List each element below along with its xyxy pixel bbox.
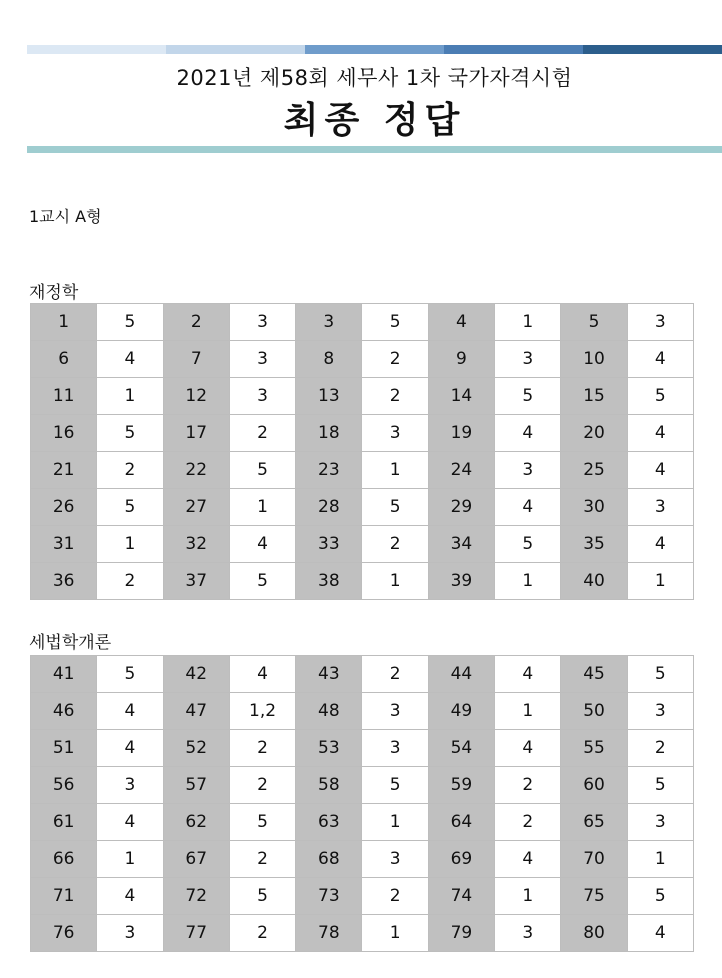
answer-cell: 4 (627, 915, 693, 952)
question-number-cell: 47 (163, 693, 229, 730)
answer-cell: 3 (229, 341, 295, 378)
answer-cell: 4 (229, 526, 295, 563)
answer-cell: 4 (495, 730, 561, 767)
question-number-cell: 17 (163, 415, 229, 452)
answer-cell: 3 (97, 767, 163, 804)
question-number-cell: 35 (561, 526, 627, 563)
table-row (31, 841, 694, 878)
table-row (31, 489, 694, 526)
answer-cell: 3 (627, 489, 693, 526)
question-number-cell: 69 (428, 841, 494, 878)
answer-cell: 4 (97, 878, 163, 915)
question-number-cell: 70 (561, 841, 627, 878)
question-number-cell: 8 (296, 341, 362, 378)
question-number-cell: 19 (428, 415, 494, 452)
answer-cell: 2 (362, 656, 428, 693)
question-number-cell: 80 (561, 915, 627, 952)
answer-cell: 5 (229, 452, 295, 489)
question-number-cell: 3 (296, 304, 362, 341)
question-number-cell: 46 (31, 693, 97, 730)
color-bar-segment (27, 45, 166, 54)
answer-cell: 1 (495, 563, 561, 600)
answer-cell: 4 (97, 804, 163, 841)
color-bar-segment (444, 45, 583, 54)
section-label-tax-law: 세법학개론 (29, 633, 112, 653)
question-number-cell: 74 (428, 878, 494, 915)
question-number-cell: 79 (428, 915, 494, 952)
question-number-cell: 62 (163, 804, 229, 841)
answer-cell: 2 (229, 730, 295, 767)
question-number-cell: 68 (296, 841, 362, 878)
answer-cell: 2 (362, 878, 428, 915)
question-number-cell: 2 (163, 304, 229, 341)
answer-cell: 2 (229, 915, 295, 952)
question-number-cell: 32 (163, 526, 229, 563)
question-number-cell: 49 (428, 693, 494, 730)
answer-cell: 2 (362, 341, 428, 378)
question-number-cell: 50 (561, 693, 627, 730)
question-number-cell: 36 (31, 563, 97, 600)
question-number-cell: 6 (31, 341, 97, 378)
question-number-cell: 71 (31, 878, 97, 915)
answer-cell: 3 (229, 304, 295, 341)
answer-cell: 2 (229, 841, 295, 878)
answer-cell: 1 (362, 804, 428, 841)
table-row (31, 915, 694, 952)
question-number-cell: 53 (296, 730, 362, 767)
question-number-cell: 60 (561, 767, 627, 804)
table-row (31, 563, 694, 600)
question-number-cell: 78 (296, 915, 362, 952)
table-row (31, 767, 694, 804)
answer-cell: 2 (495, 767, 561, 804)
question-number-cell: 9 (428, 341, 494, 378)
answer-cell: 3 (627, 693, 693, 730)
question-number-cell: 31 (31, 526, 97, 563)
answer-cell: 1 (362, 915, 428, 952)
question-number-cell: 52 (163, 730, 229, 767)
table-row (31, 526, 694, 563)
answer-cell: 3 (495, 452, 561, 489)
question-number-cell: 58 (296, 767, 362, 804)
page-title: 최종 정답 (283, 100, 466, 141)
answer-cell: 5 (229, 563, 295, 600)
answer-cell: 2 (97, 452, 163, 489)
answer-cell: 4 (627, 452, 693, 489)
answer-cell: 1 (97, 378, 163, 415)
question-number-cell: 43 (296, 656, 362, 693)
table-row (31, 693, 694, 730)
question-number-cell: 16 (31, 415, 97, 452)
answer-cell: 5 (362, 489, 428, 526)
question-number-cell: 24 (428, 452, 494, 489)
question-number-cell: 23 (296, 452, 362, 489)
answer-cell: 2 (362, 526, 428, 563)
question-number-cell: 61 (31, 804, 97, 841)
table-row (31, 452, 694, 489)
question-number-cell: 11 (31, 378, 97, 415)
question-number-cell: 38 (296, 563, 362, 600)
answer-cell: 3 (495, 915, 561, 952)
session-label: 1교시 A형 (29, 207, 102, 226)
answer-cell: 5 (495, 378, 561, 415)
answer-cell: 1 (495, 693, 561, 730)
answer-cell: 1 (627, 563, 693, 600)
answer-cell: 4 (627, 526, 693, 563)
answer-cell: 4 (627, 341, 693, 378)
question-number-cell: 39 (428, 563, 494, 600)
question-number-cell: 56 (31, 767, 97, 804)
question-number-cell: 42 (163, 656, 229, 693)
question-number-cell: 29 (428, 489, 494, 526)
question-number-cell: 33 (296, 526, 362, 563)
question-number-cell: 13 (296, 378, 362, 415)
answer-cell: 5 (97, 489, 163, 526)
question-number-cell: 28 (296, 489, 362, 526)
answer-cell: 5 (229, 804, 295, 841)
answer-cell: 4 (627, 415, 693, 452)
answer-cell: 2 (229, 767, 295, 804)
answer-cell: 5 (362, 304, 428, 341)
question-number-cell: 51 (31, 730, 97, 767)
question-number-cell: 1 (31, 304, 97, 341)
question-number-cell: 37 (163, 563, 229, 600)
question-number-cell: 44 (428, 656, 494, 693)
table-row (31, 878, 694, 915)
table-row (31, 656, 694, 693)
question-number-cell: 21 (31, 452, 97, 489)
table-row (31, 730, 694, 767)
answer-cell: 3 (495, 341, 561, 378)
question-number-cell: 20 (561, 415, 627, 452)
answer-cell: 1,2 (229, 693, 295, 730)
color-bar-segment (583, 45, 722, 54)
answer-cell: 2 (627, 730, 693, 767)
question-number-cell: 66 (31, 841, 97, 878)
answer-cell: 5 (362, 767, 428, 804)
answer-cell: 3 (627, 804, 693, 841)
question-number-cell: 7 (163, 341, 229, 378)
question-number-cell: 22 (163, 452, 229, 489)
answer-cell: 1 (362, 563, 428, 600)
answer-cell: 3 (229, 378, 295, 415)
table-row (31, 341, 694, 378)
question-number-cell: 5 (561, 304, 627, 341)
answer-cell: 1 (627, 841, 693, 878)
answer-cell: 3 (362, 730, 428, 767)
answer-cell: 2 (97, 563, 163, 600)
table-row (31, 304, 694, 341)
answer-cell: 1 (495, 304, 561, 341)
question-number-cell: 73 (296, 878, 362, 915)
question-number-cell: 15 (561, 378, 627, 415)
question-number-cell: 10 (561, 341, 627, 378)
answer-cell: 4 (495, 489, 561, 526)
question-number-cell: 55 (561, 730, 627, 767)
answer-cell: 4 (97, 693, 163, 730)
question-number-cell: 63 (296, 804, 362, 841)
answer-cell: 5 (627, 878, 693, 915)
question-number-cell: 45 (561, 656, 627, 693)
answer-table-tax-law (30, 655, 694, 952)
question-number-cell: 12 (163, 378, 229, 415)
question-number-cell: 18 (296, 415, 362, 452)
answer-cell: 4 (97, 730, 163, 767)
exam-subtitle: 2021년 제58회 세무사 1차 국가자격시험 (176, 66, 573, 90)
question-number-cell: 75 (561, 878, 627, 915)
answer-cell: 5 (627, 767, 693, 804)
answer-cell: 5 (627, 378, 693, 415)
answer-cell: 1 (97, 841, 163, 878)
question-number-cell: 77 (163, 915, 229, 952)
answer-cell: 5 (97, 415, 163, 452)
answer-cell: 5 (97, 656, 163, 693)
question-number-cell: 4 (428, 304, 494, 341)
section-label-public-finance: 재정학 (29, 283, 79, 303)
color-bar-segment (166, 45, 305, 54)
question-number-cell: 65 (561, 804, 627, 841)
question-number-cell: 59 (428, 767, 494, 804)
question-number-cell: 26 (31, 489, 97, 526)
answer-cell: 3 (97, 915, 163, 952)
answer-cell: 4 (495, 656, 561, 693)
question-number-cell: 34 (428, 526, 494, 563)
answer-cell: 4 (229, 656, 295, 693)
title-underline (27, 146, 722, 153)
question-number-cell: 54 (428, 730, 494, 767)
answer-cell: 2 (362, 378, 428, 415)
question-number-cell: 40 (561, 563, 627, 600)
question-number-cell: 30 (561, 489, 627, 526)
answer-cell: 5 (229, 878, 295, 915)
question-number-cell: 25 (561, 452, 627, 489)
question-number-cell: 57 (163, 767, 229, 804)
header-color-bar (27, 45, 722, 54)
answer-cell: 4 (495, 415, 561, 452)
answer-cell: 5 (495, 526, 561, 563)
question-number-cell: 67 (163, 841, 229, 878)
table-row (31, 804, 694, 841)
answer-cell: 5 (97, 304, 163, 341)
answer-table-public-finance (30, 303, 694, 600)
answer-cell: 3 (362, 693, 428, 730)
answer-cell: 3 (627, 304, 693, 341)
answer-cell: 1 (97, 526, 163, 563)
color-bar-segment (305, 45, 444, 54)
table-row (31, 378, 694, 415)
answer-cell: 3 (362, 415, 428, 452)
question-number-cell: 41 (31, 656, 97, 693)
answer-cell: 3 (362, 841, 428, 878)
question-number-cell: 14 (428, 378, 494, 415)
answer-cell: 5 (627, 656, 693, 693)
answer-cell: 2 (495, 804, 561, 841)
answer-cell: 2 (229, 415, 295, 452)
question-number-cell: 72 (163, 878, 229, 915)
answer-cell: 1 (362, 452, 428, 489)
answer-cell: 4 (97, 341, 163, 378)
question-number-cell: 27 (163, 489, 229, 526)
question-number-cell: 76 (31, 915, 97, 952)
question-number-cell: 64 (428, 804, 494, 841)
answer-cell: 1 (495, 878, 561, 915)
answer-cell: 1 (229, 489, 295, 526)
question-number-cell: 48 (296, 693, 362, 730)
table-row (31, 415, 694, 452)
answer-cell: 4 (495, 841, 561, 878)
